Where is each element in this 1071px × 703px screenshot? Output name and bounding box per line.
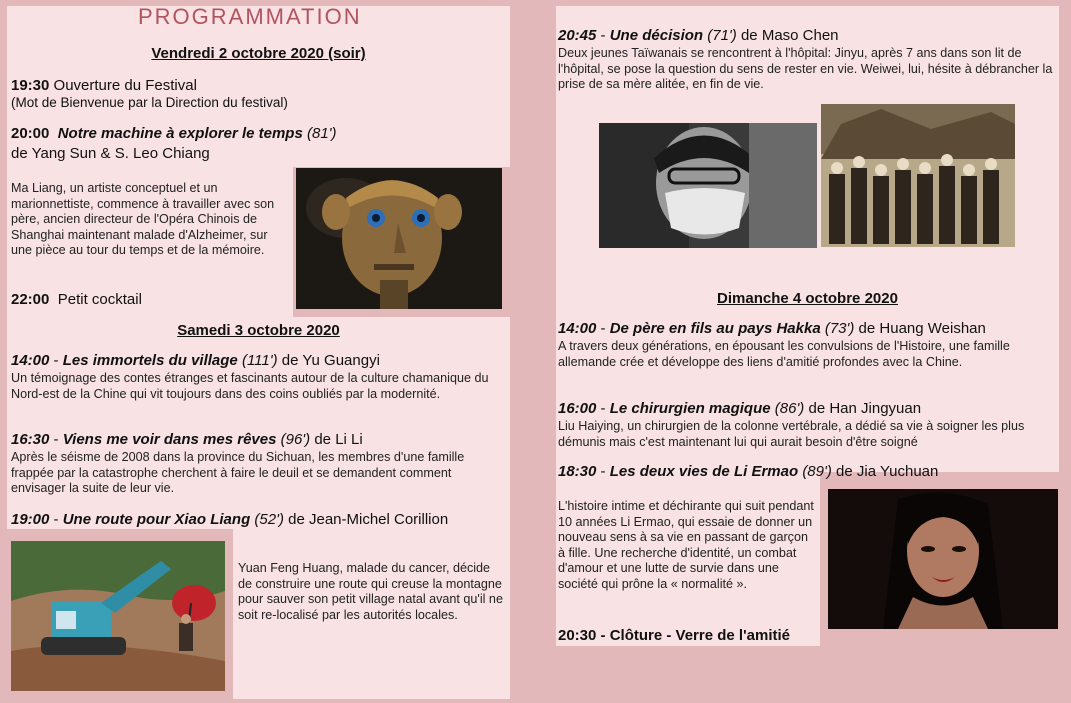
film-line-decision: 20:45 - Une décision (71') de Maso Chen	[558, 27, 839, 44]
film-director: de Han Jingyuan	[808, 400, 922, 417]
puppet-photo	[296, 168, 502, 309]
day-heading-sunday: Dimanche 4 octobre 2020	[717, 290, 898, 307]
day-heading-friday: Vendredi 2 octobre 2020 (soir)	[151, 45, 366, 62]
film-director: de Li Li	[314, 431, 363, 448]
film-line-reves: 16:30 - Viens me voir dans mes rêves (96') de Li Li	[11, 431, 363, 448]
film-title: Le chirurgien magique	[609, 400, 771, 417]
film-time: 20:45	[558, 27, 597, 44]
film-duration: (81')	[306, 125, 337, 142]
film-title: Viens me voir dans mes rêves	[62, 431, 277, 448]
film-title: De père en fils au pays Hakka	[609, 320, 821, 337]
film-description: Un témoignage des contes étranges et fascinants autour de la culture chamanique du Nord-est de la Chine qui vit toujours dans des coins oubliés par la modernité.	[11, 371, 489, 401]
film-title: Une route pour Xiao Liang	[62, 511, 251, 528]
masked-man-photo	[599, 123, 817, 248]
film-title: Les immortels du village	[62, 352, 238, 369]
film-title: Les deux vies de Li Ermao	[609, 463, 799, 480]
film-line-immortels: 14:00 - Les immortels du village (111') de Yu Guangyi	[11, 352, 380, 369]
film-description: Yuan Feng Huang, malade du cancer, décide de construire une route qui creuse la montagne pour sauver son petit village natal avant qu'il ne soit re-localisé par les autorités locales.	[238, 561, 503, 622]
film-director: de Yu Guangyi	[281, 352, 380, 369]
film-line-route: 19:00 - Une route pour Xiao Liang (52') de Jean-Michel Corillion	[11, 511, 449, 528]
film-time: 16:30	[11, 431, 50, 448]
portrait-photo	[828, 489, 1058, 629]
film-director: de Yang Sun & S. Leo Chiang	[11, 145, 210, 162]
film-line-ermao: 18:30 - Les deux vies de Li Ermao (89') de Jia Yuchuan	[558, 463, 939, 480]
film-time: 14:00	[11, 352, 50, 369]
film-description: Ma Liang, un artiste conceptuel et un marionnettiste, commence à travailler avec son père, ancien directeur de l'Opéra Chinois de Shanghai maintenant malade d'Alzheimer, sur une pièce au tour du temps et de la mémoire.	[11, 181, 275, 257]
film-time: 19:00	[11, 511, 50, 528]
film-description: Après le séisme de 2008 dans la province du Sichuan, les membres d'une famille frappée par la catastrophe cherchent à faire le deuil et se demandent comment envisager la suite de leur vie.	[11, 450, 465, 495]
film-line-chirurgien: 16:00 - Le chirurgien magique (86') de Han Jingyuan	[558, 400, 922, 417]
cocktail-line	[11, 290, 142, 310]
opening-time: 19:30	[11, 77, 50, 94]
opening-line	[11, 76, 197, 96]
closing-line: 20:30 - Clôture - Verre de l'amitié	[558, 627, 790, 644]
film-duration: (111')	[241, 352, 278, 369]
page-title: PROGRAMMATION	[138, 4, 362, 29]
cocktail-text: Petit cocktail	[57, 291, 142, 308]
film-description: A travers deux générations, en épousant les convulsions de l'Histoire, une famille allemande crée et développe des liens d'amitié profondes avec la Chine.	[558, 339, 1010, 369]
opening-subtitle: (Mot de Bienvenue par la Direction du festival)	[11, 95, 288, 110]
film-duration: (96')	[280, 431, 311, 448]
left-lower-pane	[7, 317, 510, 529]
film-title: Une décision	[609, 27, 704, 44]
opening-text: Ouverture du Festival	[49, 77, 197, 94]
film-description: L'histoire intime et déchirante qui suit pendant 10 années Li Ermao, qui essaie de donner un nouveau sens à sa vie en passant de garçon à fille. Une recherche d'identité, un combat d'amour et une lutte de survie dans une société qui prône la « normalité ».	[558, 499, 814, 591]
film-line-machine	[11, 124, 337, 144]
day-heading-saturday: Samedi 3 octobre 2020	[177, 322, 340, 339]
film-director: de Maso Chen	[740, 27, 839, 44]
film-time: 18:30	[558, 463, 597, 480]
film-time: 16:00	[558, 400, 597, 417]
film-time: 14:00	[558, 320, 597, 337]
film-time: 20:00	[11, 125, 50, 142]
film-duration: (52')	[254, 511, 284, 528]
film-title: Notre machine à explorer le temps	[57, 125, 303, 142]
film-director: de Jean-Michel Corillion	[288, 511, 449, 528]
film-director: de Jia Yuchuan	[836, 463, 939, 480]
film-description: Deux jeunes Taïwanais se rencontrent à l'hôpital: Jinyu, après 7 ans dans son lit de l'hôpital, se pose la question du sens de rester en vie. Weiwei, lui, hésite à débrancher la prise de sa mère alitée, en fin de vie.	[558, 46, 1053, 91]
film-duration: (89')	[802, 463, 832, 480]
film-duration: (73')	[824, 320, 855, 337]
film-line-hakka: 14:00 - De père en fils au pays Hakka (73') de Huang Weishan	[558, 320, 986, 337]
film-duration: (71')	[707, 27, 737, 44]
group-photo	[821, 104, 1015, 247]
film-description: Liu Haiying, un chirurgien de la colonne vertébrale, a dédié sa vie à soigner les plus démunis mais c'est maintenant lui qui aurait besoin d'être soigné	[558, 419, 1025, 449]
film-director: de Huang Weishan	[858, 320, 986, 337]
cocktail-time: 22:00	[11, 291, 50, 308]
film-duration: (86')	[774, 400, 805, 417]
road-photo	[11, 541, 225, 691]
